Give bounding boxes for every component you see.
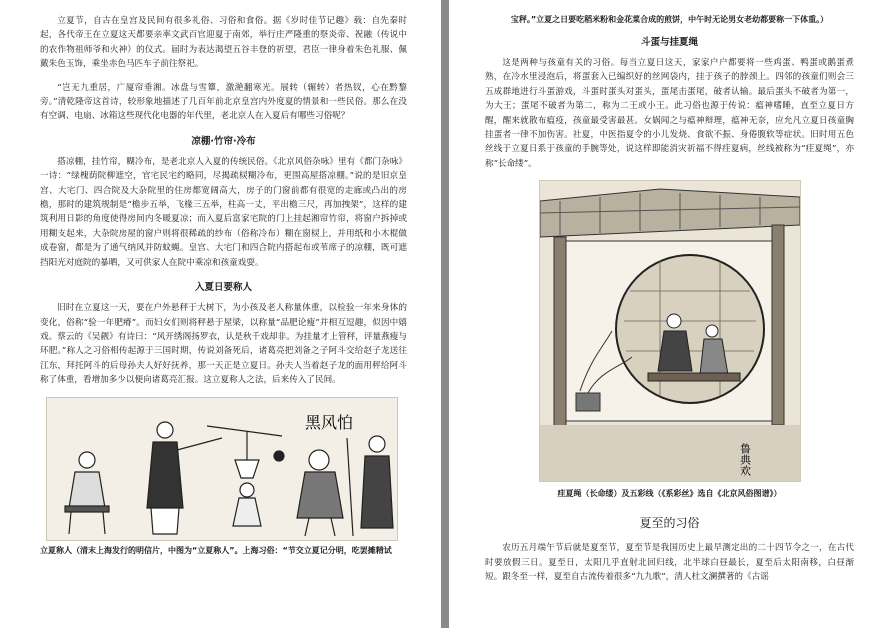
section-heading: 凉棚·竹帘·冷布 — [191, 135, 256, 147]
left-page — [0, 0, 441, 628]
seal-text: 鲁典欢 — [738, 443, 751, 477]
section-heading: 夏至的习俗 — [639, 516, 700, 531]
figure-label: 黑风怕 — [305, 412, 354, 432]
caption-continuation: 宝秤。”立夏之日要吃稻米粉和金花菜合成的煎饼，中午时无论男女老幼都要称一下体重。） — [510, 15, 829, 24]
figure-caption: 疰夏绳（长命缕）及五彩线（《系彩丝》选自《北京风俗图谱》） — [557, 489, 782, 499]
paragraph: 农历五月端午节后就是夏至节，夏至节是我国历史上最早测定出的二十四节令之一，在古代时要放假三日。夏至日，太阳几乎直射北回归线，北半球白昼最长，夏至后太阳南移，白昼渐短。跟冬至一样，夏至自古流传着很多“九九歌”，清人杜文澜撰著的《古谣 — [485, 543, 854, 583]
illustration-weighing-people — [46, 397, 398, 541]
figure-caption: 立夏称人（清末上海发行的明信片，中图为“立夏称人”。上海习俗：“节交立夏记分明，吃罢摊精试 — [40, 545, 392, 555]
right-page — [449, 0, 892, 628]
paragraph: 旧时在立夏这一天，要在户外悬秤于大树下，为小孩及老人称量体重，以检验一年来身体的变化，俗称“验一年肥瘠”。而妇女们则将秤悬于屋梁，以称量“品肥论瘦”并相互逗趣，似因中嬉戏。蔡云的《吴觎》有诗曰：“风开绣阁扬罗衣，认是秋千戏却非。为挂量才上管秤，评量燕瘦与环肥。”称人之习俗相传起源于三国时期，传说刘备死后，诸葛亮把刘备之子阿斗交给赵子龙送往江东，拜托阿斗的后母孙夫人好好抚养，那一天正是立夏日。孙夫人当着赵子龙的面用秤给阿斗称了体重，看增加多少以便向诸葛亮汇报。这立夏称人之法，后来传入了民间。 — [40, 303, 407, 386]
section-heading: 斗蛋与挂夏绳 — [640, 37, 698, 48]
illustration-xi-cai-si — [539, 180, 801, 482]
paragraph: 这是两种与孩童有关的习俗。每当立夏日这天，家家户户都要将一些鸡蛋、鸭蛋或鹅蛋煮熟，在冷水里浸泡后，将蛋套入已编织好的丝网袋内，挂于孩子的脖颈上。四邻的孩童们则会三五成群地进行斗蛋游戏，斗蛋时蛋头对蛋头，蛋尾击蛋尾，破者认输。最后蛋头不破者为第一，为大王；蛋尾不破者为第二，称为二王或小王。此习俗也源于传说：瘟神嗜睡，直至立夏日方醒，醒来就散布瘟疫，孩童最受害最甚。女娲闻之与瘟神辩理，瘟神无奈，应允凡立夏日孩童胸挂蛋者一律不加伤害。社夏，中医指夏令的小儿发烧、食欲不振、身倦腹软等症状。旧时用五色丝线于立夏日系于孩童的手腕等处，说这样即能消灾祈福不得疰夏病，丝线被称为“疰夏绳”，亦称“长命缕”。 — [485, 58, 854, 169]
section-heading: 入夏日要称人 — [194, 282, 252, 294]
paragraph: 搭凉棚，挂竹帘，糊冷布，是老北京人入夏的传统民俗。《北京风俗杂咏》里有《都门杂咏》一诗：“绿槐荫院柳遮空，官宅民宅约略同，尽揭疏棂糊冷布，更围高屋搭凉棚。”说的是旧京皇宫、大宅门、四合院及大杂院里的住房都宽阔高大，房子的门窗前都有很宽的走廊或凸出的房檐，那时的建筑规制是“檐步五举，飞椽三五举，柱高一丈，平出檐三尺，再加拽架”，这样的建筑利用日影的角度使得房间内冬暖夏凉；而入夏后富家宅院的门上挂起湘帘竹帘，将窗户拆掉或用糊支起来，大杂院房屋的窗户则将很稀疏的纱布（俗称冷布）糊在窗棂上，并用纸和小木棍做成卷窗，都是为了通气纳风并防蚊蝇。皇宫、大宅门和四合院内搭起布或苇席子的凉棚，既可遮挡阳光对庭院的暴晒，又可供家人在院中乘凉和孩童戏耍。 — [40, 156, 407, 268]
paragraph: “岂无九重居，广厦帘垂湘。冰盘与雪簟，激滟翻寒光。展转（辗转）者热钗，心在黔黎旁。”清乾隆帝这首诗，较形象地描述了几百年前北京皇宫内外度夏的情景和一些民俗。那么在没有空调、电扇、冰箱这些现代化电器的年代里，老北京人在入夏后有哪些习俗呢？ — [40, 82, 407, 122]
paragraph: 立夏节，自古在皇宫及民间有很多礼俗、习俗和食俗。据《岁时佳节记趣》载：自先秦时起，各代帝王在立夏这天都要亲率文武百官迎夏于南郊，举行庄严隆重的祭炎帝、祝融（传说中的农作物祖师爷和火神）的仪式。届时为表达渴望五谷丰登的祈望，君臣一律身着朱色礼服、佩戴朱色玉饰，乘坐赤色马匹车子前往祭祀。 — [40, 16, 407, 70]
